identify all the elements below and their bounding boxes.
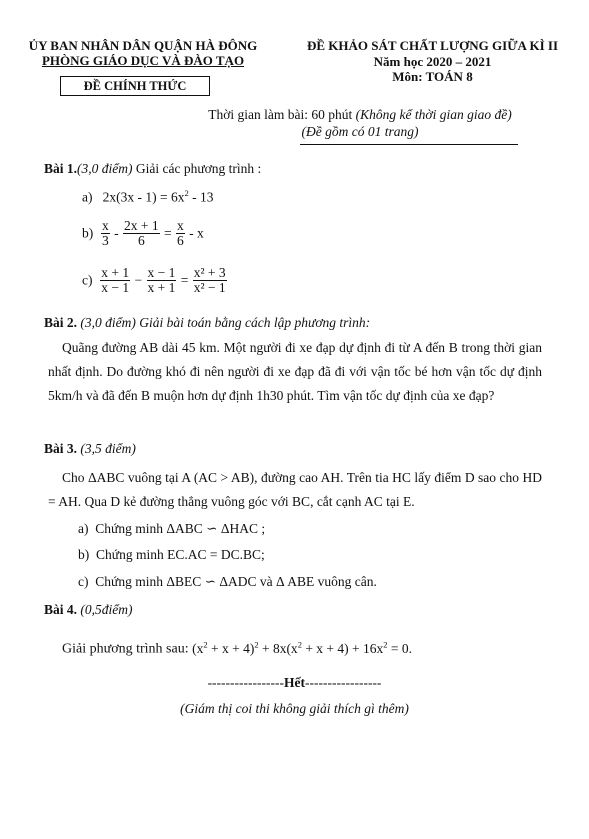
org-line1: ỦY BAN NHÂN DÂN QUẬN HÀ ĐÔNG [28, 38, 258, 53]
exam-title: ĐỀ KHẢO SÁT CHẤT LƯỢNG GIỮA KÌ II [306, 38, 559, 53]
bai3-title: Bài 3. [44, 441, 78, 456]
bai3-b [78, 546, 265, 564]
bai3-b-text: Chứng minh EC.AC = DC.BC; [96, 547, 265, 562]
bai1-c-op1: − [134, 272, 143, 288]
end-word: Hết [284, 675, 305, 690]
bai3-c [78, 573, 377, 591]
bai3-a [78, 520, 265, 538]
bai3-b-label: b) [78, 547, 90, 562]
bai3-a-label: a) [78, 521, 89, 536]
proctor-note: (Giám thị coi thi không giải thích gì thêm) [180, 701, 409, 716]
bai1-points: (3,0 điểm) [77, 161, 133, 176]
bai3-c-text: Chứng minh ΔBEC ∽ ΔADC và Δ ABE vuông cân. [95, 574, 377, 589]
bai1-c-label: c) [82, 272, 93, 288]
end-dashes-left: ----------------- [207, 675, 284, 690]
bai1-prompt: Giải các phương trình : [135, 161, 262, 176]
bai1-a [82, 188, 213, 206]
time-info [160, 106, 560, 140]
bai2-body: Quãng đường AB dài 45 km. Một người đi xe đạp dự định đi từ A đến B trong thời gian nhất định. Do đường khó đi nên người đi xe đạp đã đi với vận tốc bé hơn vận tốc dự định 5km/h và đã đến B muộn hơn dự định 1h30 phút. Tìm vận tốc dự định của xe đạp? [48, 340, 542, 403]
bai3-heading [44, 440, 136, 458]
bai3-c-label: c) [78, 574, 89, 589]
official-badge: ĐỀ CHÍNH THỨC [60, 76, 210, 96]
bai2-title: Bài 2. [44, 315, 78, 330]
bai1-title: Bài 1. [44, 161, 78, 176]
bai4-title: Bài 4. [44, 602, 78, 617]
bai4-eq-text: $(x^2 + x + 4)^2 + 8x(x^2 + x + 4) + 16x^2 = 0$. [192, 639, 413, 656]
bai1-c [82, 266, 228, 295]
bai1-a-label: a) [82, 189, 93, 205]
bai1-a-right: - 13 [188, 189, 214, 205]
bai1-b-tail: - x [189, 225, 204, 241]
header-left [12, 38, 274, 68]
school-year: Năm học 2020 – 2021 [373, 53, 492, 69]
bai1-b-frac1: $\frac{x}{3}$ [102, 218, 109, 248]
bai1-a-left: 2x(3x - 1) = 6x [102, 189, 185, 205]
bai1-c-frac2: $\frac{x - 1}{x + 1}$ [147, 265, 176, 295]
bai2-heading [44, 314, 370, 332]
bai1-c-frac1: $\frac{x + 1}{x - 1}$ [101, 265, 130, 295]
bai4-points: (0,5điểm) [80, 602, 133, 617]
subject: Môn: TOÁN 8 [392, 69, 473, 84]
bai4-prompt: Giải phương trình sau: [62, 641, 189, 657]
bai1-a-exp: 2 [184, 188, 189, 198]
bai1-b-frac3: $\frac{x}{6}$ [177, 218, 184, 248]
header-right [280, 38, 585, 85]
org-line2: PHÒNG GIÁO DỤC VÀ ĐÀO TẠO [41, 53, 245, 68]
bai1-b-frac2: $\frac{2x + 1}{6}$ [124, 218, 159, 248]
bai4-equation [62, 635, 412, 659]
pages-note: (Đề gồm có 01 trang) [301, 124, 419, 139]
bai1-heading [44, 160, 261, 178]
bai1-b-label: b) [82, 225, 94, 241]
bai2-points-prompt: (3,0 điểm) Giải bài toán bằng cách lập phương trình: [80, 315, 371, 330]
bai1-c-eq: = [180, 272, 189, 288]
duration-note: (Không kể thời gian giao đề) [355, 107, 512, 122]
end-dashes-right: ----------------- [305, 675, 382, 690]
bai4-heading [44, 601, 133, 619]
bai1-b-op1: - [114, 225, 119, 241]
end-line [0, 675, 589, 691]
bai3-a-text: Chứng minh ΔABC ∽ ΔHAC ; [95, 521, 266, 536]
bai1-c-frac3: $\frac{\text{x² + 3}}{\text{x² − 1}}$ [193, 265, 226, 295]
bai1-b-eq: = [164, 225, 172, 241]
duration: Thời gian làm bài: 60 phút [208, 107, 353, 122]
bai3-points: (3,5 điểm) [80, 441, 136, 456]
time-divider [300, 144, 518, 145]
bai3-body: Cho ΔABC vuông tại A (AC > AB), đường cao AH. Trên tia HC lấy điểm D sao cho HD = AH. Qua D kẻ đường thẳng vuông góc với BC, cắt cạnh AC tại E. [48, 470, 542, 509]
bai1-b [82, 219, 204, 248]
